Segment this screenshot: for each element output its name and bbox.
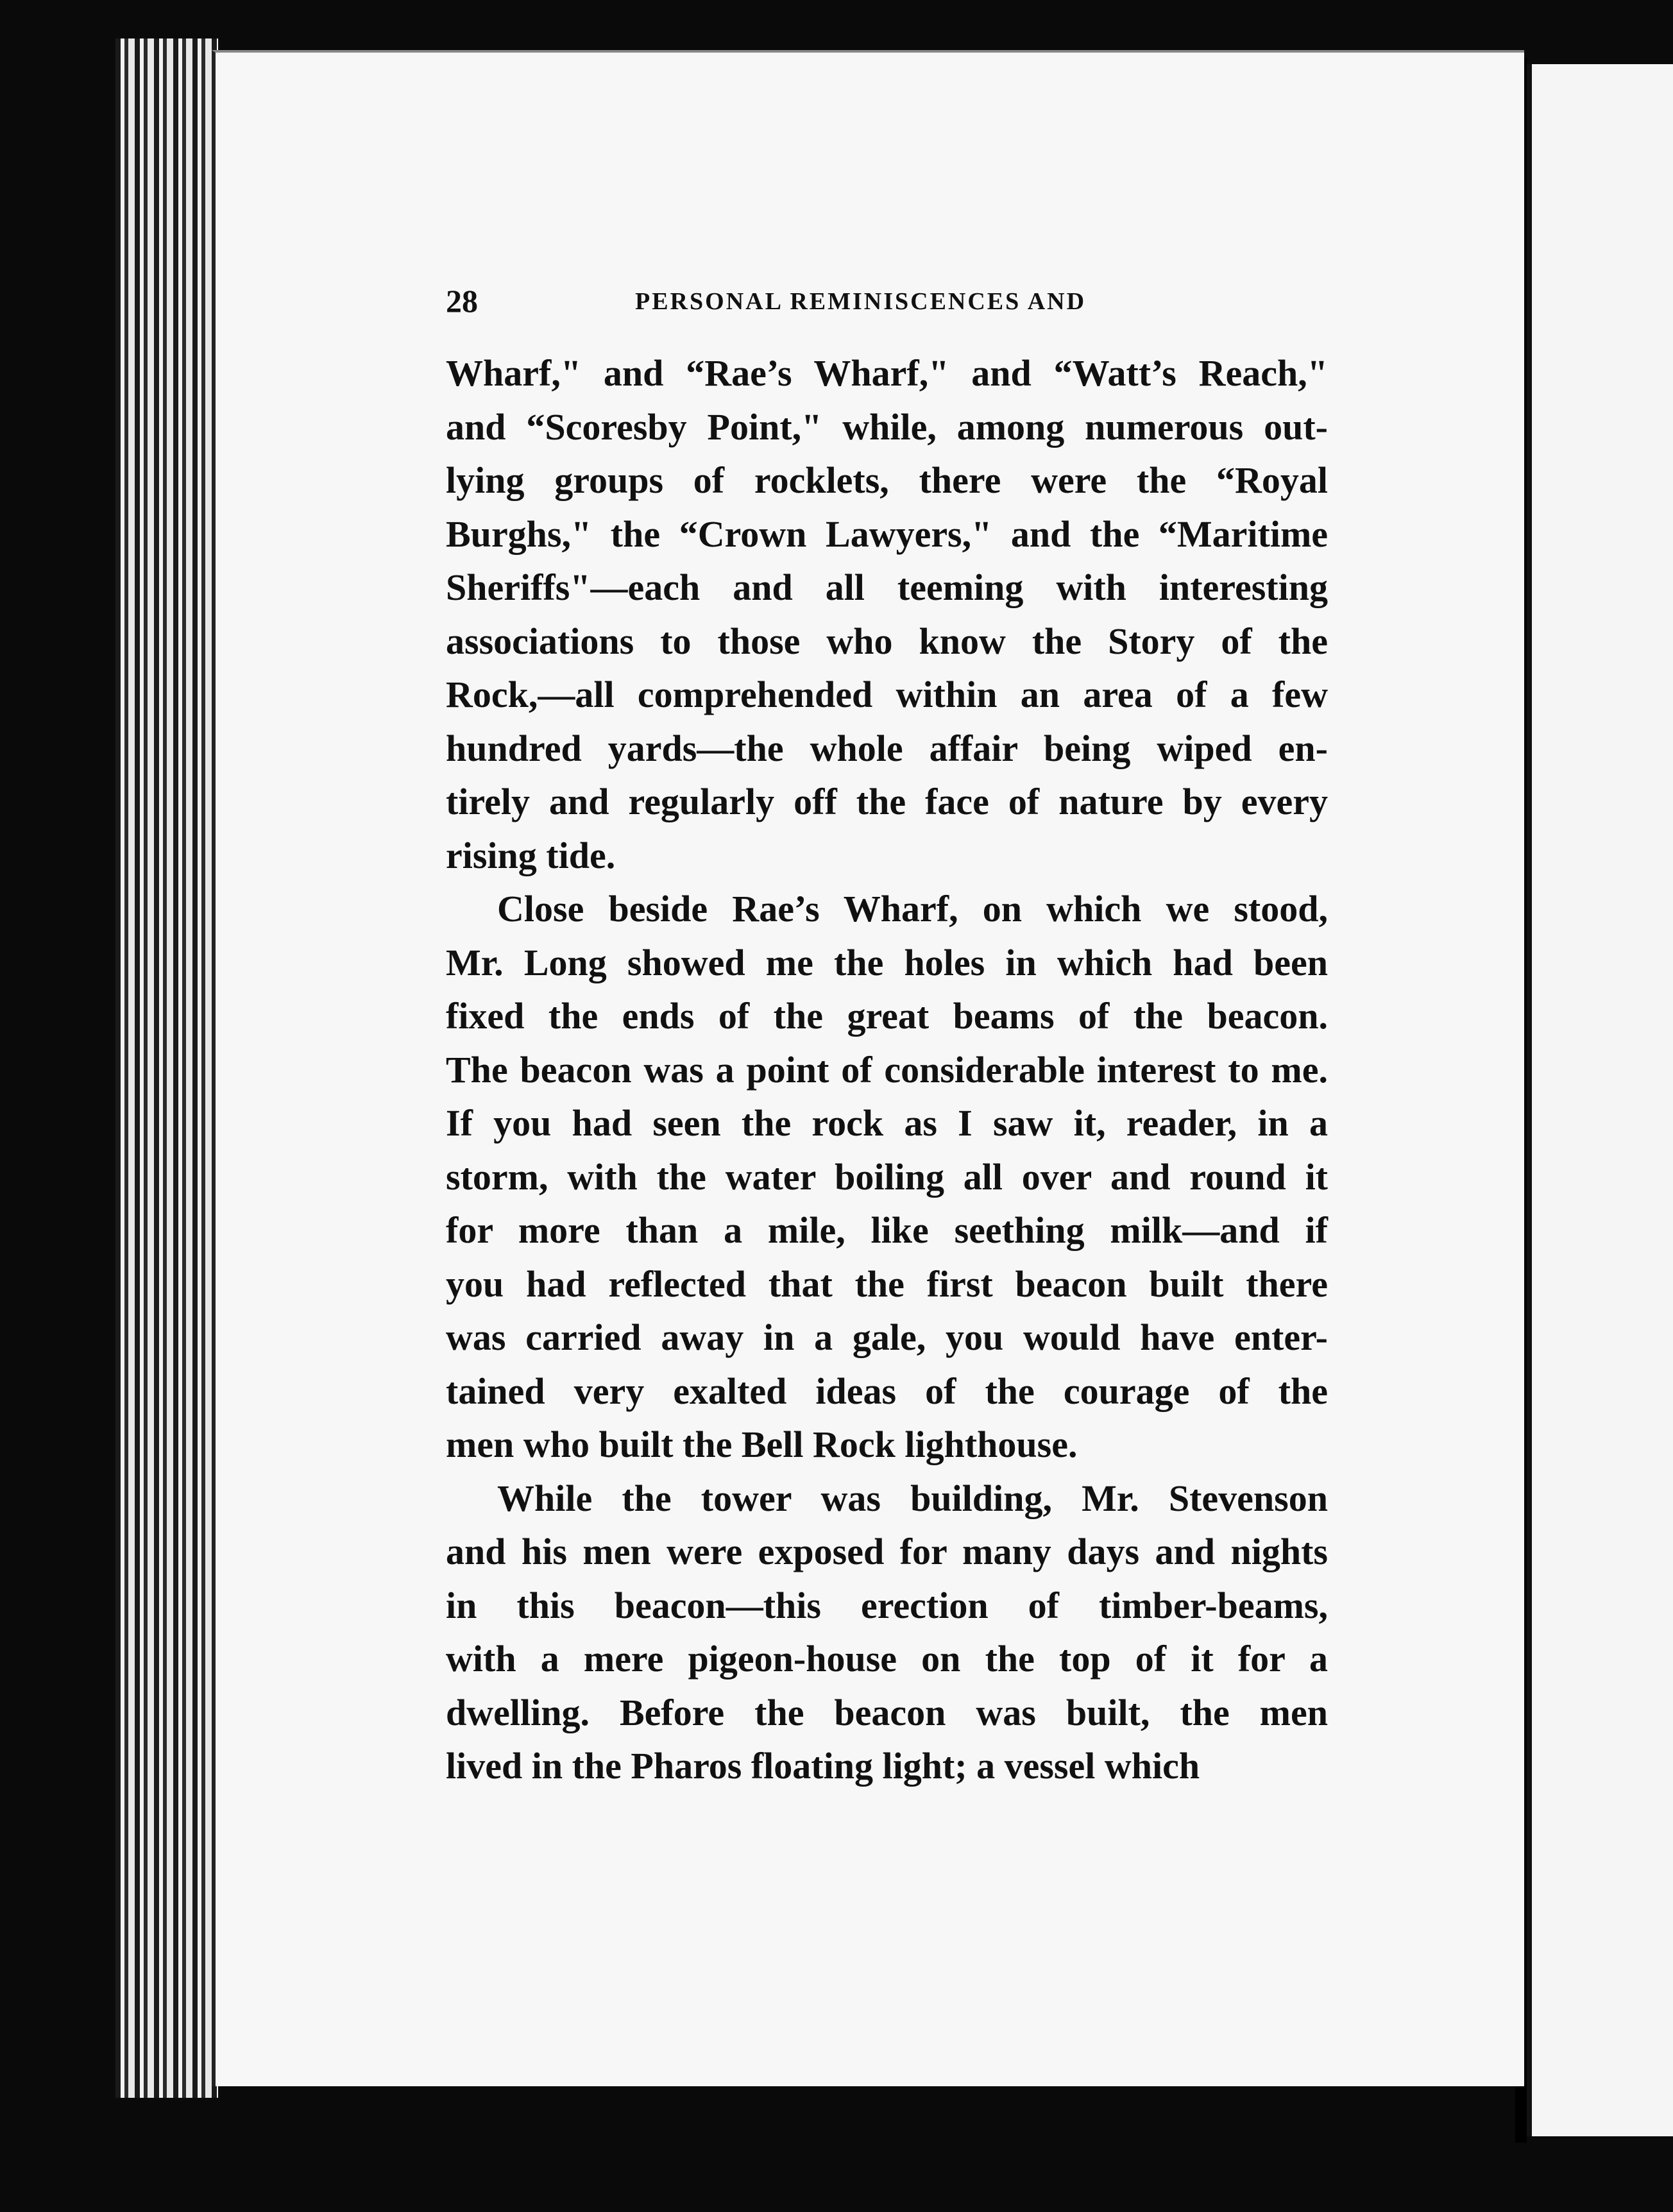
text-line: you had reflected that the first beacon built there <box>446 1263 1328 1305</box>
page-header <box>446 282 1344 321</box>
running-head: PERSONAL REMINISCENCES AND <box>635 288 1087 315</box>
text-line: in this beacon—this erection of timber-beams, <box>446 1584 1328 1626</box>
page-edges <box>115 38 218 2098</box>
text-line: lived in the Pharos floating light; a vessel which <box>446 1745 1200 1787</box>
paragraph <box>446 1472 1328 1793</box>
text-line: If you had seen the rock as I saw it, reader, in a <box>446 1102 1328 1144</box>
text-line: rising tide. <box>446 834 616 876</box>
text-line: Mr. Long showed me the holes in which had been <box>446 941 1328 983</box>
paragraph <box>446 882 1328 1472</box>
text-line: with a mere pigeon-house on the top of it for a <box>446 1638 1328 1680</box>
text-line: Wharf," and “Rae’s Wharf," and “Watt’s Reach," <box>446 352 1328 394</box>
text-line: tained very exalted ideas of the courage of the <box>446 1370 1328 1412</box>
text-line: dwelling. Before the beacon was built, the men <box>446 1691 1328 1733</box>
text-line: hundred yards—the whole affair being wiped en- <box>446 727 1328 769</box>
text-line: Rock,—all comprehended within an area of a few <box>446 674 1328 715</box>
text-line: Burghs," the “Crown Lawyers," and the “Maritime <box>446 513 1328 555</box>
text-line: While the tower was building, Mr. Stevenson <box>497 1477 1328 1519</box>
text-line: for more than a mile, like seething milk—and if <box>446 1209 1328 1251</box>
paragraph <box>446 346 1328 882</box>
text-line: was carried away in a gale, you would have enter- <box>446 1316 1328 1358</box>
text-line: Close beside Rae’s Wharf, on which we stood, <box>497 888 1328 930</box>
body-text <box>446 346 1328 1793</box>
text-line: and “Scoresby Point," while, among numerous out- <box>446 405 1328 448</box>
text-line: Sheriffs"—each and all teeming with interesting <box>446 566 1328 608</box>
page-number: 28 <box>446 283 478 319</box>
text-line: storm, with the water boiling all over and round it <box>446 1155 1328 1198</box>
text-line: fixed the ends of the great beams of the beacon. <box>446 995 1328 1037</box>
facing-page-edge <box>1527 64 1673 2136</box>
text-line: associations to those who know the Story of the <box>446 620 1328 662</box>
text-line: men who built the Bell Rock lighthouse. <box>446 1424 1078 1465</box>
text-line: The beacon was a point of considerable interest to me. <box>446 1048 1328 1091</box>
text-line: and his men were exposed for many days and nights <box>446 1531 1328 1572</box>
text-line: lying groups of rocklets, there were the “Royal <box>446 459 1328 501</box>
text-line: tirely and regularly off the face of nature by every <box>446 781 1328 822</box>
